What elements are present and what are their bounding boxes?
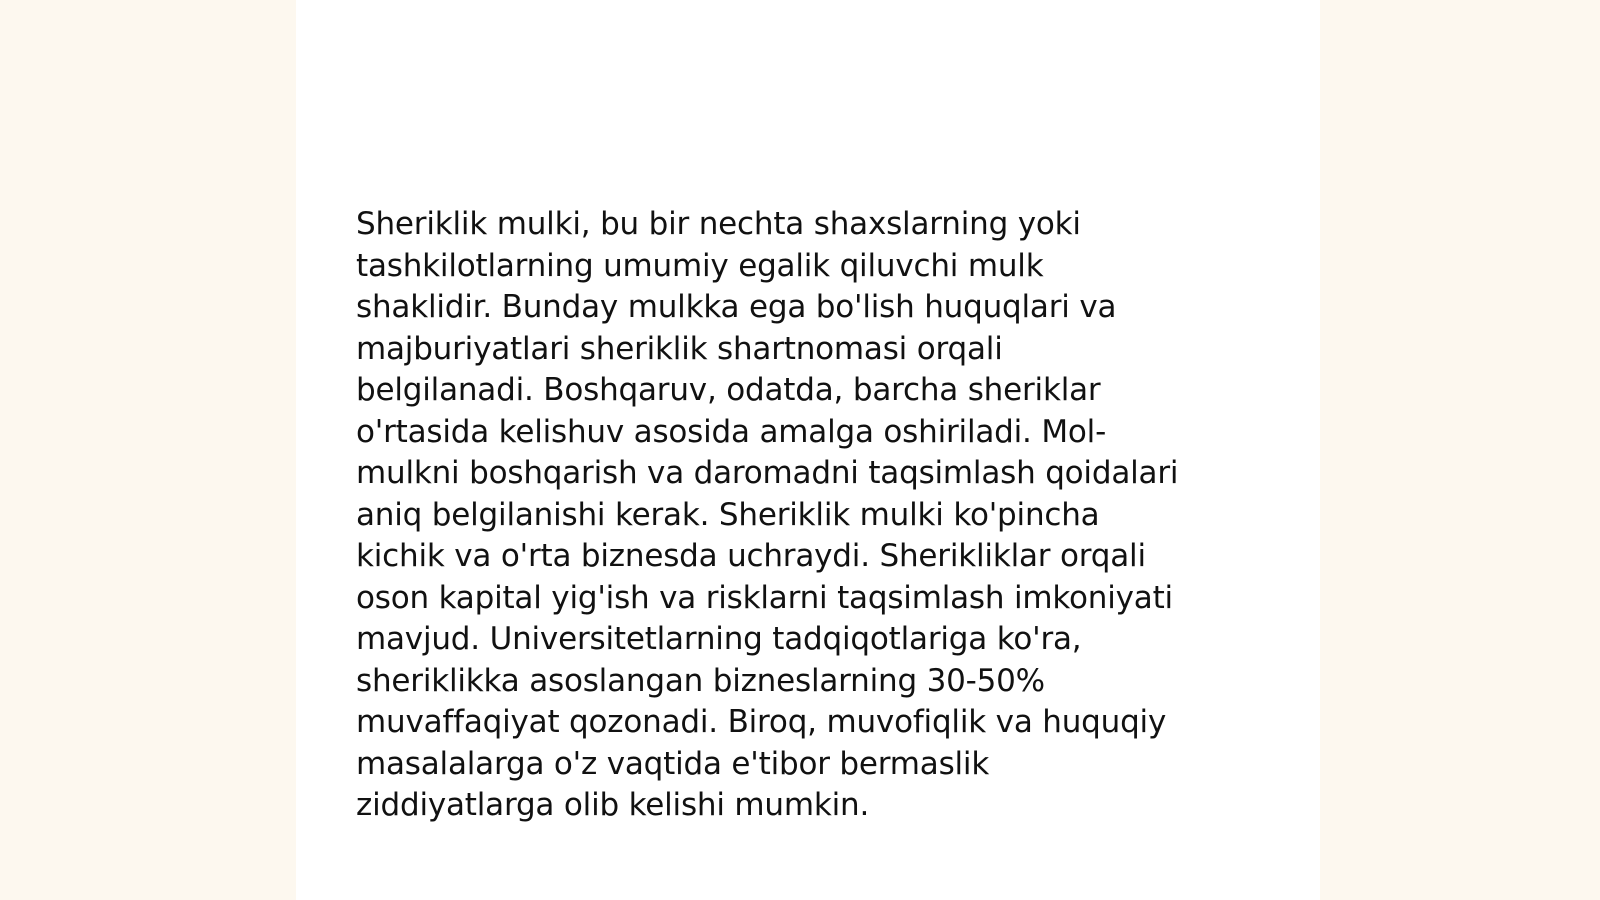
paragraph-line: shaklidir. Bunday mulkka ega bo'lish huquqlari va: [356, 289, 1117, 325]
document-page: [296, 0, 1320, 900]
paragraph-line: tashkilotlarning umumiy egalik qiluvchi mulk: [356, 247, 1044, 284]
body-paragraph: [356, 204, 1256, 827]
paragraph-line: mulkni boshqarish va daromadni taqsimlash qoidalari: [356, 455, 1179, 491]
paragraph-line: muvaffaqiyat qozonadi. Biroq, muvofiqlik va huquqiy: [356, 704, 1167, 740]
paragraph-line: o'rtasida kelishuv asosida amalga oshiriladi. Mol-: [356, 413, 1107, 450]
paragraph-line: sheriklikka asoslangan bizneslarning 30-50%: [356, 662, 1045, 699]
paragraph-line: oson kapital yig'ish va risklarni taqsimlash imkoniyati: [356, 579, 1173, 616]
paragraph-line: Sheriklik mulki, bu bir nechta shaxslarning yoki: [356, 206, 1081, 242]
paragraph-line: mavjud. Universitetlarning tadqiqotlariga ko'ra,: [356, 621, 1082, 657]
paragraph-line: belgilanadi. Boshqaruv, odatda, barcha sheriklar: [356, 372, 1101, 408]
paragraph-line: aniq belgilanishi kerak. Sheriklik mulki ko'pincha: [356, 496, 1100, 533]
paragraph-line: majburiyatlari sheriklik shartnomasi orqali: [356, 330, 1003, 367]
paragraph-line: kichik va o'rta biznesda uchraydi. Sherikliklar orqali: [356, 538, 1146, 574]
paragraph-line: ziddiyatlarga olib kelishi mumkin.: [356, 787, 870, 823]
paragraph-line: masalalarga o'z vaqtida e'tibor bermaslik: [356, 745, 990, 782]
